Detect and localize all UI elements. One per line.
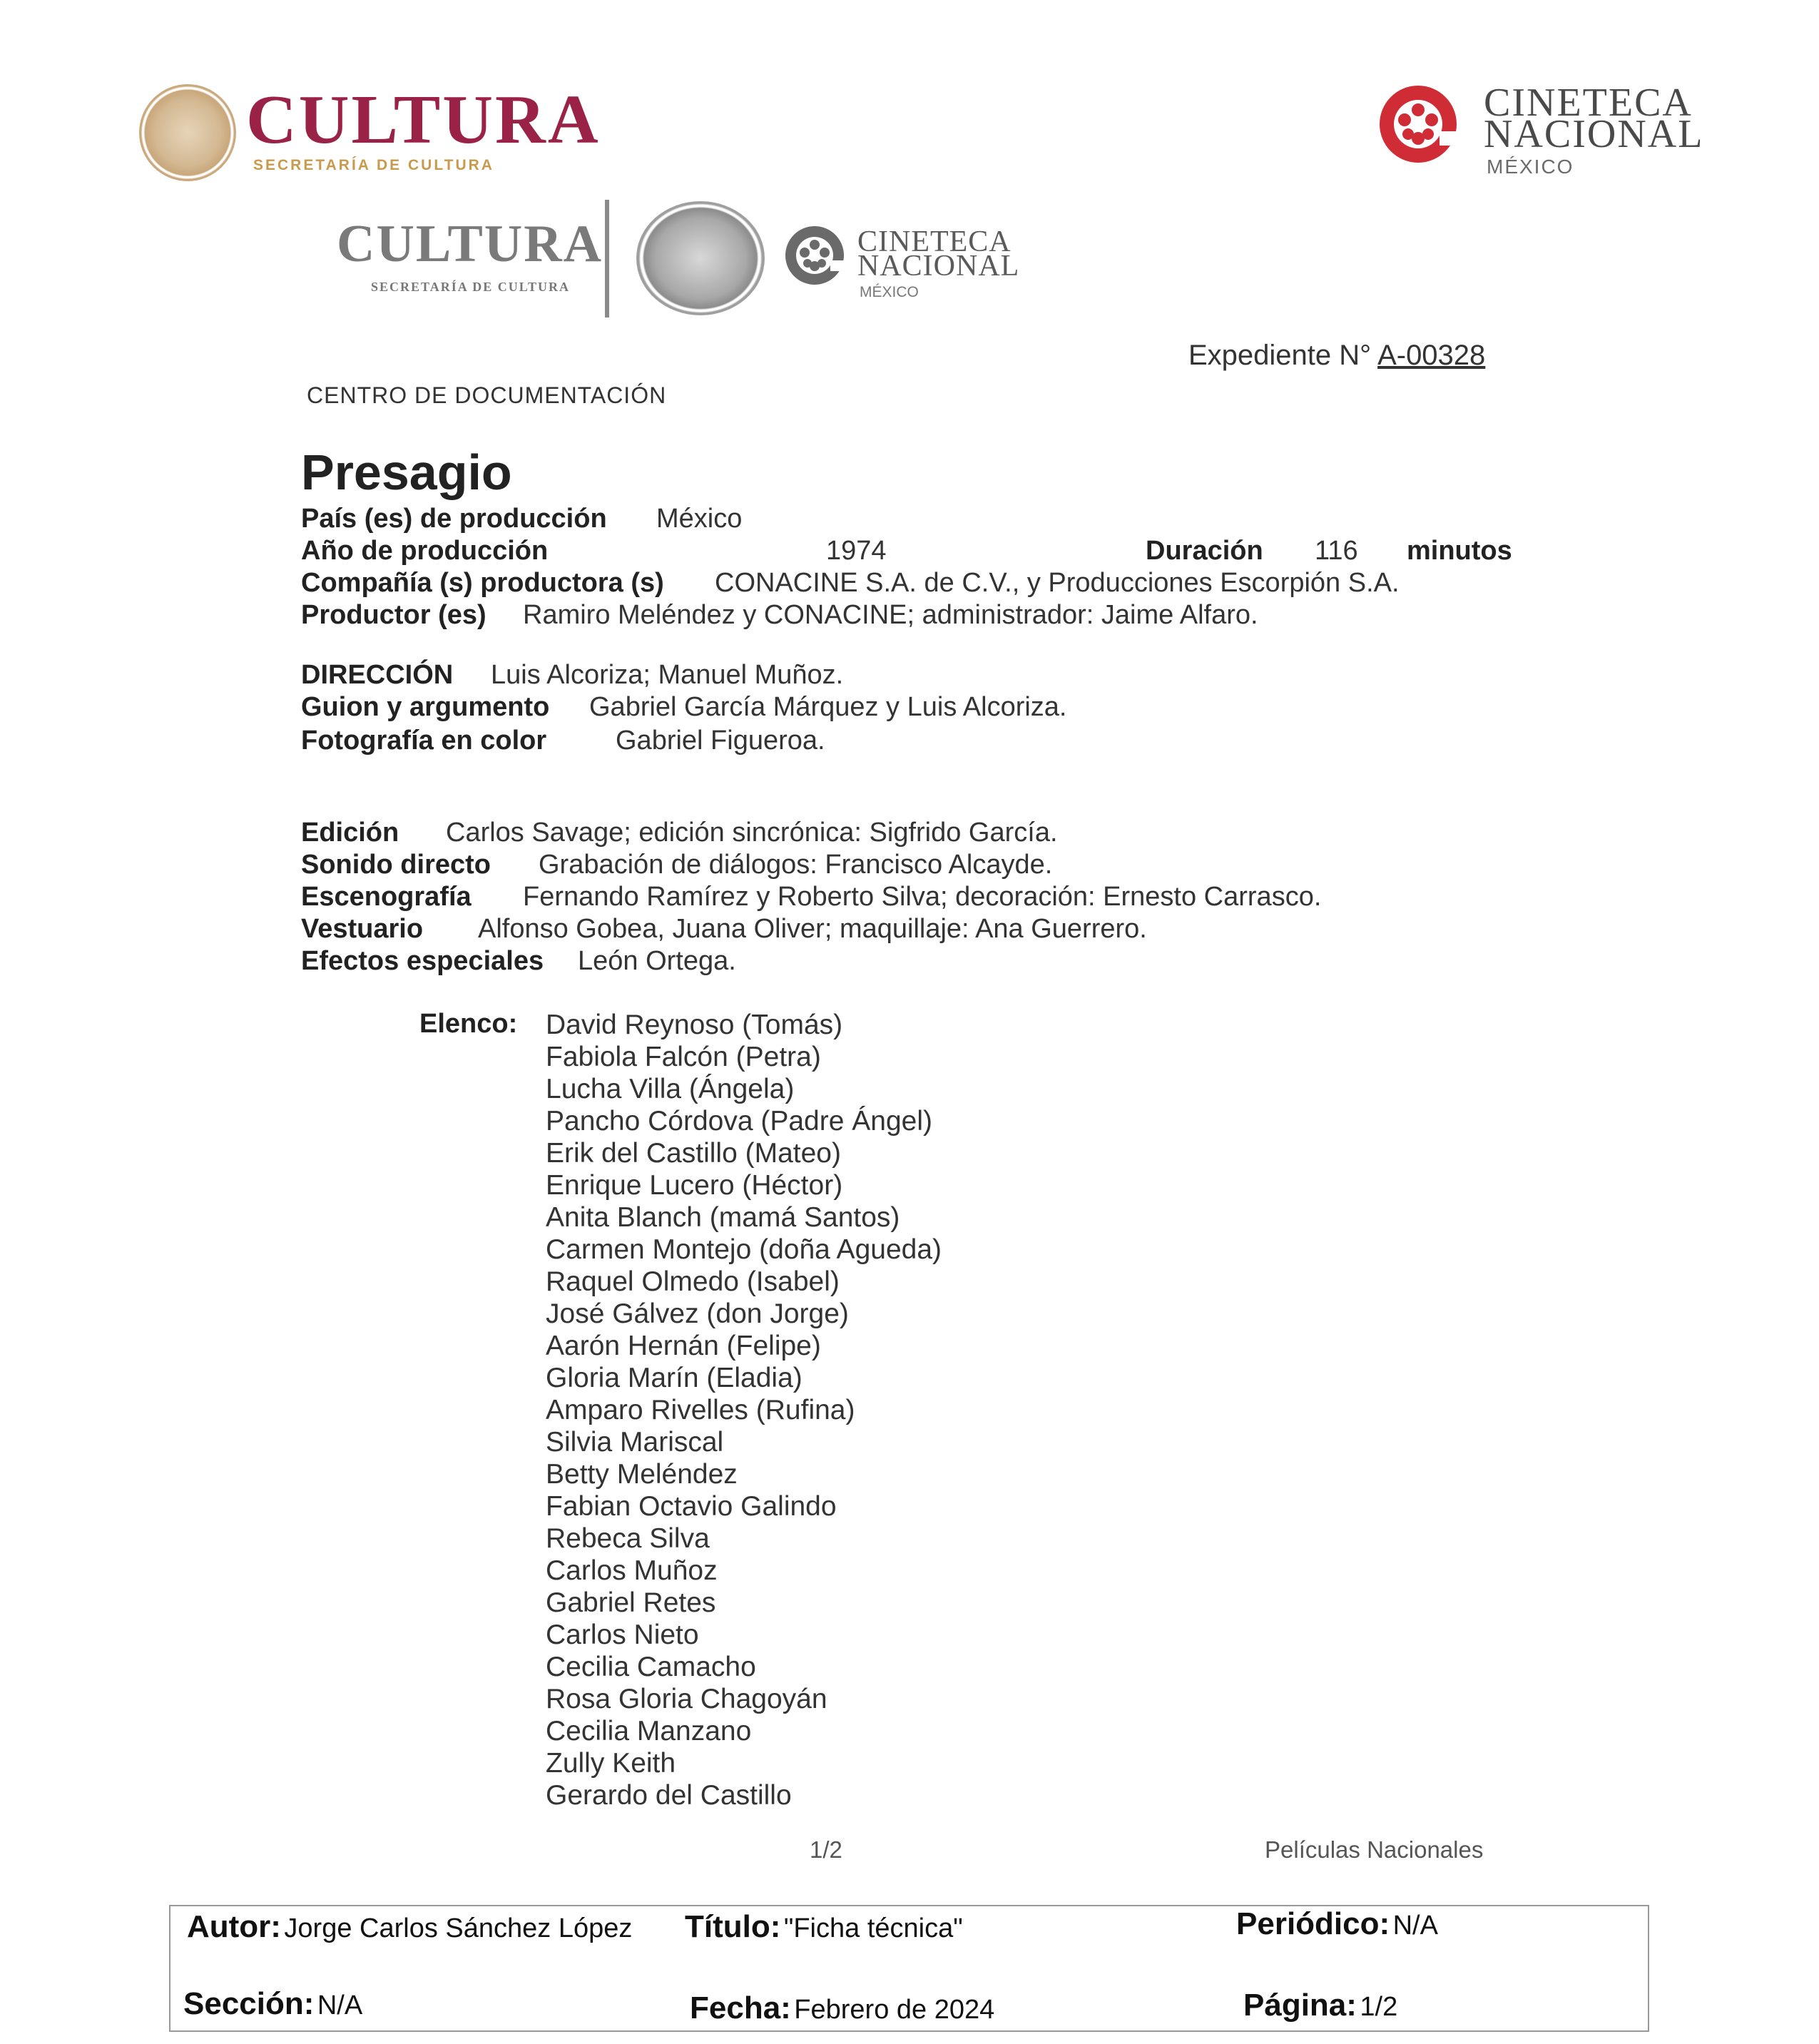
duracion-unit: minutos	[1407, 536, 1512, 566]
inner-cineteca-line2: NACIONAL	[857, 250, 1020, 283]
pais-label: País (es) de producción	[301, 504, 607, 534]
fecha-value: Febrero de 2024	[794, 1995, 995, 2025]
titulo-value: "Ficha técnica"	[783, 1913, 963, 1943]
productor-value: Ramiro Meléndez y CONACINE; administrador: Jaime Alfaro.	[523, 600, 1258, 630]
cast-member: David Reynoso (Tomás)	[546, 1010, 843, 1040]
edicion-value: Carlos Savage; edición sincrónica: Sigfrido García.	[446, 818, 1058, 848]
inner-film-reel-icon	[785, 225, 846, 286]
anio-value: 1974	[826, 536, 887, 566]
cultura-logo: CULTURA	[246, 81, 601, 158]
efectos-value: León Ortega.	[578, 946, 736, 976]
cast-member: Silvia Mariscal	[546, 1427, 724, 1458]
expediente-label: Expediente N°	[1188, 340, 1372, 371]
direccion-value: Luis Alcoriza; Manuel Muñoz.	[491, 660, 844, 690]
periodico-field	[1236, 1906, 1438, 1942]
inner-cultura-logo: CULTURA	[337, 215, 603, 273]
guion-value: Gabriel García Márquez y Luis Alcoriza.	[589, 692, 1067, 722]
cast-member: Enrique Lucero (Héctor)	[546, 1170, 843, 1201]
vestuario-value: Alfonso Gobea, Juana Oliver; maquillaje: Ana Guerrero.	[478, 914, 1147, 944]
cast-member: Gerardo del Castillo	[546, 1780, 792, 1811]
cineteca-line2: NACIONAL	[1484, 112, 1704, 156]
cineteca-logo	[1484, 81, 1704, 156]
cast-member: Erik del Castillo (Mateo)	[546, 1138, 841, 1169]
sonido-label: Sonido directo	[301, 850, 491, 880]
expediente-number: A-00328	[1377, 340, 1486, 371]
periodico-label: Periódico:	[1236, 1906, 1390, 1941]
titulo-field	[685, 1909, 963, 1945]
esceno-value: Fernando Ramírez y Roberto Silva; decoración: Ernesto Carrasco.	[523, 882, 1322, 912]
centro-documentacion: CENTRO DE DOCUMENTACIÓN	[307, 382, 667, 408]
seccion-label: Sección:	[183, 1986, 315, 2021]
cast-member: José Gálvez (don Jorge)	[546, 1298, 849, 1329]
guion-label: Guion y argumento	[301, 692, 550, 722]
cast-member: Zully Keith	[546, 1748, 676, 1779]
cast-member: Carlos Nieto	[546, 1620, 699, 1650]
expediente	[1188, 340, 1485, 372]
logo-divider	[605, 200, 609, 317]
cast-member: Raquel Olmedo (Isabel)	[546, 1266, 840, 1297]
productor-label: Productor (es)	[301, 600, 486, 630]
pais-value: México	[656, 504, 743, 534]
foto-label: Fotografía en color	[301, 726, 547, 756]
esceno-label: Escenografía	[301, 882, 472, 912]
autor-label: Autor:	[187, 1909, 281, 1944]
cast-member: Lucha Villa (Ángela)	[546, 1074, 795, 1104]
periodico-value: N/A	[1392, 1911, 1438, 1941]
cast-member: Fabian Octavio Galindo	[546, 1491, 837, 1522]
inner-cineteca-line1: CINETECA	[857, 225, 1012, 258]
inner-cineteca-country: MÉXICO	[860, 284, 919, 300]
edicion-label: Edición	[301, 818, 399, 848]
autor-field	[187, 1909, 632, 1945]
cast-member: Pancho Córdova (Padre Ángel)	[546, 1106, 932, 1137]
cast-member: Carlos Muñoz	[546, 1555, 718, 1586]
cast-member: Aarón Hernán (Felipe)	[546, 1331, 821, 1361]
compania-value: CONACINE S.A. de C.V., y Producciones Escorpión S.A.	[715, 568, 1400, 598]
direccion-label: DIRECCIÓN	[301, 660, 454, 690]
cineteca-country: MÉXICO	[1487, 156, 1574, 178]
cast-member: Anita Blanch (mamá Santos)	[546, 1202, 900, 1233]
fecha-field	[690, 1990, 994, 2026]
cast-list	[546, 1009, 942, 1811]
cast-member: Betty Meléndez	[546, 1459, 738, 1490]
pagina-label: Página:	[1243, 1988, 1357, 2023]
seccion-field	[183, 1986, 362, 2022]
cast-member: Amparo Rivelles (Rufina)	[546, 1395, 855, 1425]
cast-member: Gloria Marín (Eladia)	[546, 1363, 802, 1393]
anio-label: Año de producción	[301, 536, 549, 566]
duracion-label: Duración	[1146, 536, 1263, 566]
titulo-label: Título:	[685, 1909, 781, 1944]
cineteca-line1: CINETECA	[1484, 81, 1693, 125]
pagina-value: 1/2	[1360, 1992, 1398, 2022]
collection-name: Películas Nacionales	[1265, 1836, 1484, 1863]
cast-member: Cecilia Camacho	[546, 1652, 756, 1682]
national-seal-icon	[139, 84, 236, 181]
cast-member: Rosa Gloria Chagoyán	[546, 1684, 827, 1714]
efectos-label: Efectos especiales	[301, 946, 544, 976]
autor-value: Jorge Carlos Sánchez López	[284, 1913, 633, 1943]
vestuario-label: Vestuario	[301, 914, 424, 944]
compania-label: Compañía (s) productora (s)	[301, 568, 664, 598]
page-number: 1/2	[810, 1836, 842, 1863]
inner-national-seal-icon	[636, 201, 765, 315]
fecha-label: Fecha:	[690, 1990, 791, 2025]
cultura-subtitle: SECRETARÍA DE CULTURA	[253, 157, 494, 173]
cast-member: Fabiola Falcón (Petra)	[546, 1042, 821, 1072]
duracion-value: 116	[1315, 536, 1358, 566]
cast-label: Elenco:	[419, 1009, 518, 1039]
cast-member: Cecilia Manzano	[546, 1716, 752, 1746]
cast-member: Rebeca Silva	[546, 1523, 710, 1554]
inner-cultura-subtitle: SECRETARÍA DE CULTURA	[371, 280, 571, 294]
seccion-value: N/A	[317, 1990, 363, 2020]
sonido-value: Grabación de diálogos: Francisco Alcayde.	[539, 850, 1053, 880]
cast-member: Carmen Montejo (doña Agueda)	[546, 1234, 942, 1265]
film-title: Presagio	[301, 444, 512, 500]
film-reel-icon	[1378, 84, 1461, 164]
cast-member: Gabriel Retes	[546, 1587, 716, 1618]
foto-value: Gabriel Figueroa.	[616, 726, 825, 756]
pagina-field	[1243, 1988, 1397, 2023]
inner-cineteca-logo	[857, 225, 1020, 283]
